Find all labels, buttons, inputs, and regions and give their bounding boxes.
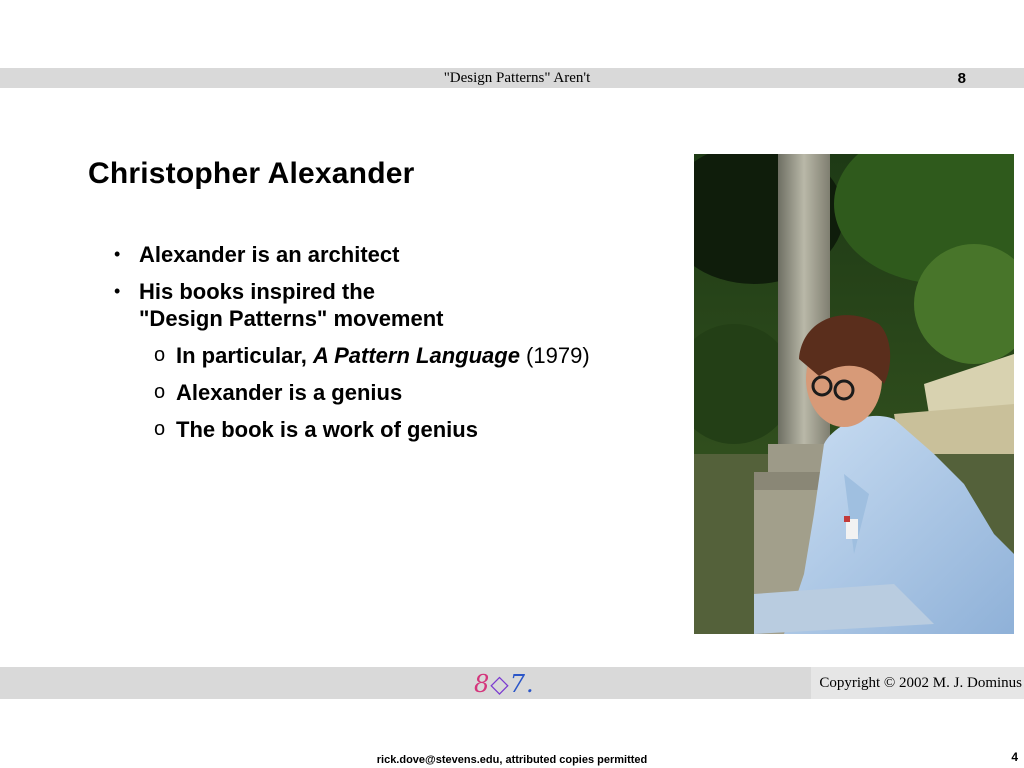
logo-mark: ◇ [490,670,510,698]
sub-bullet-item [154,379,674,406]
sub-bullet-icon: o [154,344,166,366]
sub-bullet-icon: o [154,381,166,403]
sub-bullet-text: The book is a work of genius [176,417,478,442]
sub-bullet-item [154,342,674,369]
portrait-illustration [694,154,1014,634]
slide-title: Christopher Alexander [88,157,415,190]
bullet-item [114,278,674,332]
header-title: "Design Patterns" Aren't [443,70,591,86]
sub-bullet-text: Alexander is a genius [176,380,403,405]
logo-mark: 7. [509,670,535,698]
bullet-icon: • [114,244,121,264]
bullet-list [114,241,674,453]
book-year: (1979) [519,343,590,368]
bullet-item [114,241,674,268]
logo [474,672,535,696]
bullet-text-line2: "Design Patterns" movement [139,306,444,331]
header-band [0,68,1024,88]
footer-band [0,667,1024,699]
bullet-text-line1: His books inspired the [139,279,375,304]
copyright-notice: Copyright © 2002 M. J. Dominus [811,667,1024,699]
footer-page-number: 4 [1011,750,1018,764]
bullet-text: Alexander is an architect [139,242,400,267]
sub-bullet-item [154,416,674,443]
sub-bullet-icon: o [154,418,166,440]
footer-note: rick.dove@stevens.edu, attributed copies permitted [376,754,648,766]
photo-christopher-alexander [694,154,1014,634]
header-page-number: 8 [957,70,966,87]
logo-mark: 8 [474,670,491,698]
sub-bullet-prefix: In particular, [176,343,313,368]
bullet-icon: • [114,281,121,301]
book-title: A Pattern Language [312,343,520,368]
